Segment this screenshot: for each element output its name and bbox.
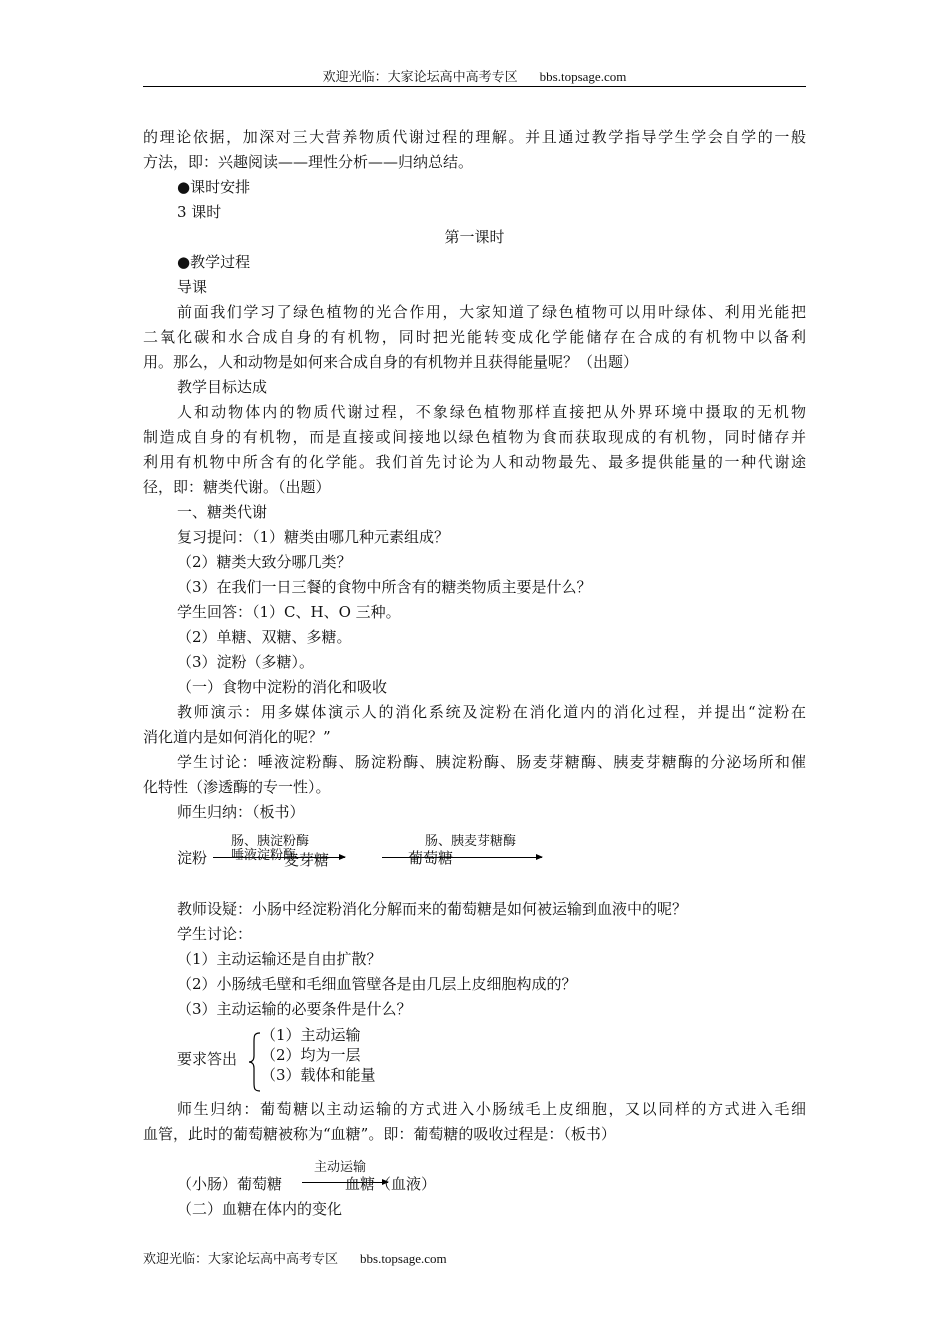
curly-brace-icon	[248, 1032, 262, 1092]
schedule-value: 3 课时	[177, 203, 222, 221]
review-question-2: （2）糖类大致分哪几类？	[177, 553, 352, 571]
intro-paragraph-line-3: 用。那么，人和动物是如何来合成自身的有机物并且获得能量呢？（出题）	[143, 353, 639, 371]
header-rule	[143, 86, 806, 87]
header-text: 欢迎光临：大家论坛高中高考专区	[322, 70, 518, 85]
intro-line-1: 的理论依据，加深对三大营养物质代谢过程的理解。并且通过教学指导学生学会自学的一般	[143, 128, 806, 146]
process-heading: ●教学过程	[177, 253, 251, 271]
diagram2-end: （血液）	[376, 1175, 437, 1193]
discussion-line-1: 学生讨论：唾液淀粉酶、肠淀粉酶、胰淀粉酶、肠麦芽糖酶、胰麦芽糖酶的分泌场所和催	[177, 753, 806, 771]
diagram1-arrow-2	[382, 857, 542, 858]
review-answer-1: 学生回答：（1）C、H、O 三种。	[177, 603, 401, 621]
summary-2-line-2: 血管，此时的葡萄糖被称为“血糖”。即：葡萄糖的吸收过程是：（板书）	[143, 1125, 616, 1143]
footer-text: 欢迎光临：大家论坛高中高考专区	[143, 1252, 339, 1267]
diagram1-enzyme-top: 肠、胰淀粉酶	[231, 834, 310, 849]
subsection-heading-1: （一）食物中淀粉的消化和吸收	[177, 678, 388, 696]
diagram1-middle: 麦芽糖	[284, 851, 330, 869]
diagram1-end: 葡萄糖	[408, 849, 454, 867]
summary-2-line-1: 师生归纳：葡萄糖以主动运输的方式进入小肠绒毛上皮细胞，又以同样的方式进入毛细	[177, 1100, 806, 1118]
review-question-1: 复习提问：（1）糖类由哪几种元素组成？	[177, 528, 450, 546]
answer-item-3: （3）载体和能量	[261, 1066, 376, 1084]
diagram2-middle: 血糖	[345, 1175, 376, 1193]
goal-paragraph-line-4: 径，即：糖类代谢。（出题）	[143, 478, 331, 496]
discussion-2-item-3: （3）主动运输的必要条件是什么？	[177, 1000, 412, 1018]
intro-paragraph-line-2: 二氧化碳和水合成自身的有机物，同时把光能转变成化学能储存在合成的有机物中以备利	[143, 328, 806, 346]
demo-line-2: 消化道内是如何消化的呢？”	[143, 728, 331, 746]
answer-item-2: （2）均为一层	[261, 1046, 361, 1064]
intro-paragraph-line-1: 前面我们学习了绿色植物的光合作用，大家知道了绿色植物可以用叶绿体、利用光能把	[177, 303, 806, 321]
intro-line-2: 方法，即：兴趣阅读——理性分析——归纳总结。	[143, 153, 474, 171]
discussion-2-item-2: （2）小肠绒毛壁和毛细血管壁各是由几层上皮细胞构成的？	[177, 975, 577, 993]
diagram1-enzyme-2: 肠、胰麦芽糖酶	[425, 834, 517, 849]
discussion-line-2: 化特性（渗透酶的专一性）。	[143, 778, 331, 796]
diagram2-label: 主动运输	[314, 1160, 367, 1175]
subsection-heading-2: （二）血糖在体内的变化	[177, 1200, 343, 1218]
footer-url[interactable]: bbs.topsage.com	[360, 1251, 447, 1266]
diagram1-enzyme-bottom: 唾液淀粉酶	[231, 848, 297, 863]
demo-line-1: 教师演示：用多媒体演示人的消化系统及淀粉在消化道内的消化过程，并提出“淀粉在	[177, 703, 806, 721]
discussion-2-label: 学生讨论：	[177, 925, 253, 943]
summary-1: 师生归纳：（板书）	[177, 803, 305, 821]
diagram2-start: （小肠）葡萄糖	[177, 1175, 283, 1193]
review-answer-2: （2）单糖、双糖、多糖。	[177, 628, 352, 646]
discussion-2-item-1: （1）主动运输还是自由扩散？	[177, 950, 382, 968]
intro-label: 导课	[177, 278, 208, 296]
answer-label: 要求答出	[177, 1050, 238, 1068]
goal-paragraph-line-3: 利用有机物中所含有的化学能。我们首先讨论为人和动物最先、最多提供能量的一种代谢途	[143, 453, 806, 471]
teacher-question: 教师设疑：小肠中经淀粉消化分解而来的葡萄糖是如何被运输到血液中的呢？	[177, 900, 688, 918]
page-footer	[143, 1248, 447, 1267]
diagram1-start: 淀粉	[177, 849, 208, 867]
goal-paragraph-line-2: 制造成自身的有机物，而是直接或间接地以绿色植物为食而获取现成的有机物，同时储存并	[143, 428, 806, 446]
schedule-heading: ●课时安排	[177, 178, 251, 196]
lesson-title: 第一课时	[444, 228, 505, 246]
page-header	[143, 66, 806, 85]
goal-paragraph-line-1: 人和动物体内的物质代谢过程，不象绿色植物那样直接把从外界环境中摄取的无机物	[177, 403, 806, 421]
goal-label: 教学目标达成	[177, 378, 268, 396]
header-url[interactable]: bbs.topsage.com	[539, 69, 627, 84]
review-answer-3: （3）淀粉（多糖）。	[177, 653, 315, 671]
section-heading-1: 一、糖类代谢	[177, 503, 268, 521]
review-question-3: （3）在我们一日三餐的食物中所含有的糖类物质主要是什么？	[177, 578, 592, 596]
answer-item-1: （1）主动运输	[261, 1026, 361, 1044]
